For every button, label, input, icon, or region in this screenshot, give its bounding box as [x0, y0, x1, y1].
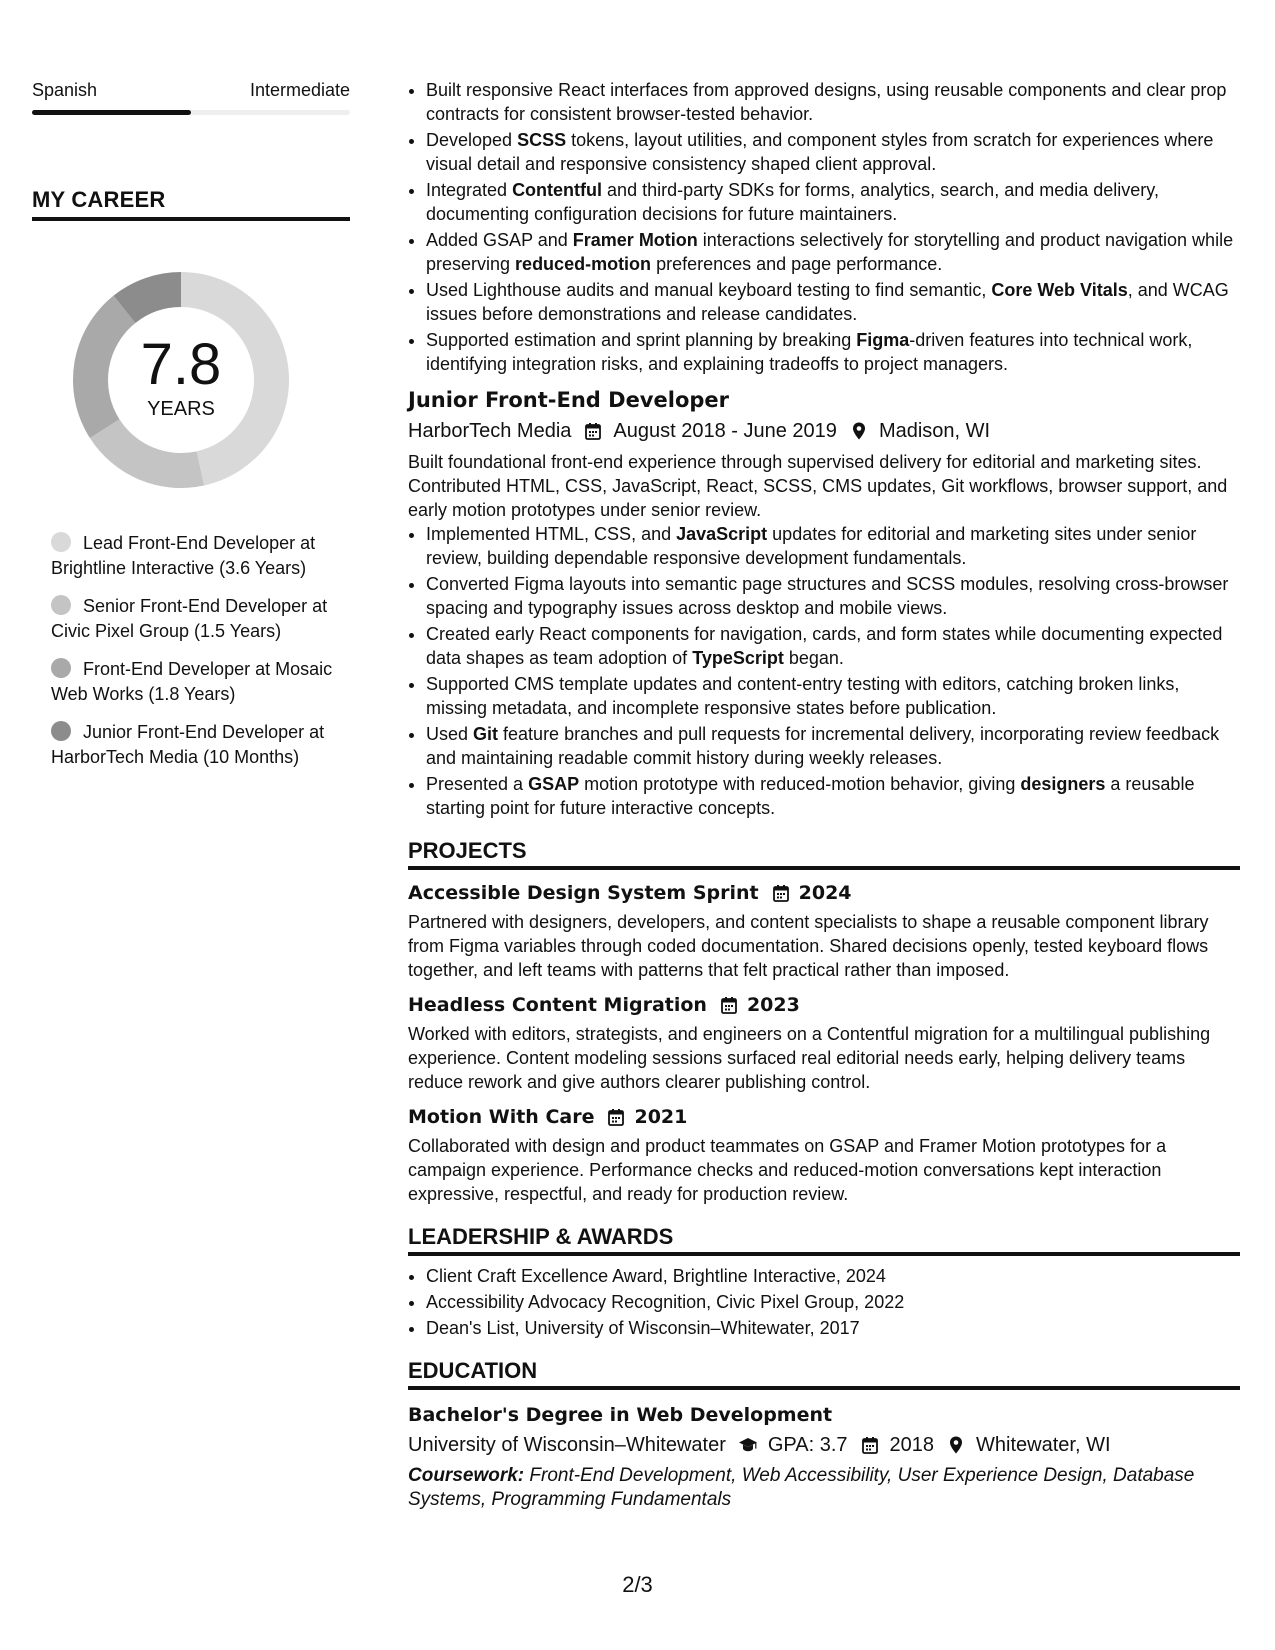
leadership-item: • Dean's List, University of Wisconsin–Whitewater, 2017	[426, 1316, 1240, 1340]
job-summary: Built foundational front-end experience through supervised delivery for editorial and marketing sites. Contributed HTML, CSS, JavaScript, React, SCSS, CMS updates, Git workflows, browser support, and early motion prototypes under senior review.	[408, 452, 1228, 520]
job-bullets	[408, 522, 1240, 820]
education-coursework	[408, 1464, 1240, 1512]
map-pin-icon	[849, 421, 869, 441]
project-title: Headless Content Migration	[408, 994, 707, 1016]
calendar-icon	[583, 421, 603, 441]
education-degree: Bachelor's Degree in Web Development	[408, 1404, 833, 1426]
bullet-item: • Supported estimation and sprint planning by breaking Figma-driven features into technical work, identifying integration risks, and explaining tradeoffs to project managers.	[426, 328, 1240, 376]
legend-label: Junior Front-End Developer at HarborTech Media (10 Months)	[51, 722, 325, 767]
language-proficiency-bar	[32, 110, 350, 115]
project-description: Worked with editors, strategists, and engineers on a Contentful migration for a multilingual publishing experience. Content modeling sessions surfaced real editorial needs early, helping delivery teams reduce rework and give authors clearer publishing control.	[408, 1024, 1211, 1092]
education-gpa: GPA: 3.7	[767, 1434, 848, 1456]
project-year: 2024	[798, 882, 852, 904]
career-total	[66, 265, 296, 421]
calendar-icon	[606, 1107, 626, 1127]
education-meta	[408, 1430, 1240, 1460]
project-title: Accessible Design System Sprint	[408, 882, 759, 904]
project-item	[408, 880, 1240, 982]
leadership-item: • Client Craft Excellence Award, Brightline Interactive, 2024	[426, 1264, 1240, 1288]
language-row	[32, 78, 350, 102]
leadership-heading: LEADERSHIP & AWARDS	[408, 1224, 1240, 1256]
donut-segment	[90, 419, 204, 488]
bullet-item: • Created early React components for navigation, cards, and form states while documenting expected data shapes as team adoption of TypeScript began.	[426, 622, 1240, 670]
legend-label: Lead Front-End Developer at Brightline Interactive (3.6 Years)	[51, 533, 316, 578]
calendar-icon	[771, 883, 791, 903]
education-year: 2018	[889, 1434, 935, 1456]
project-description: Partnered with designers, developers, and content specialists to shape a reusable component library from Figma variables through coded documentation. Shared decisions openly, tested keyboard flows together, and left teams with patterns that felt practical rather than imposed.	[408, 912, 1209, 980]
project-title-row	[408, 992, 1240, 1018]
legend-dot	[51, 658, 71, 678]
language-name: Spanish	[32, 80, 98, 100]
language-level: Intermediate	[249, 80, 350, 100]
project-year: 2023	[746, 994, 800, 1016]
legend-label: Senior Front-End Developer at Civic Pixel Group (1.5 Years)	[51, 596, 328, 641]
career-total-unit: YEARS	[147, 398, 215, 420]
education-school: University of Wisconsin–Whitewater	[408, 1434, 726, 1456]
bullet-item: • Implemented HTML, CSS, and JavaScript updates for editorial and marketing sites under senior review, building dependable responsive development fundamentals.	[426, 522, 1240, 570]
job-title: Junior Front-End Developer	[408, 388, 729, 412]
career-total-value: 7.8	[140, 332, 222, 397]
bullet-item: • Developed SCSS tokens, layout utilities, and component styles from scratch for experiences where visual detail and responsive consistency shaped client approval.	[426, 128, 1240, 176]
project-title: Motion With Care	[408, 1106, 595, 1128]
calendar-icon	[719, 995, 739, 1015]
bullet-item: • Added GSAP and Framer Motion interactions selectively for storytelling and product navigation while preserving reduced-motion preferences and page performance.	[426, 228, 1240, 276]
education-location: Whitewater, WI	[976, 1434, 1111, 1456]
bullet-item: • Presented a GSAP motion prototype with reduced-motion behavior, giving designers a reusable starting point for future interactive concepts.	[426, 772, 1240, 820]
legend-item	[51, 594, 341, 644]
job-dates: August 2018 - June 2019	[613, 420, 837, 442]
projects-heading: PROJECTS	[408, 838, 1240, 870]
bullet-item: • Converted Figma layouts into semantic page structures and SCSS modules, resolving cross-browser spacing and typography issues across desktop and mobile views.	[426, 572, 1240, 620]
project-description: Collaborated with design and product teammates on GSAP and Framer Motion prototypes for a campaign experience. Performance checks and reduced-motion conversations kept interaction expressive, respectful, and ready for production review.	[408, 1136, 1167, 1204]
bullet-item: • Used Git feature branches and pull requests for incremental delivery, incorporating review feedback and maintaining readable commit history during weekly releases.	[426, 722, 1240, 770]
project-year: 2021	[634, 1106, 688, 1128]
project-item	[408, 992, 1240, 1094]
legend-dot	[51, 595, 71, 615]
coursework-label: Coursework:	[408, 1465, 525, 1486]
sidebar	[32, 78, 350, 783]
career-legend	[32, 531, 350, 770]
map-pin-icon	[946, 1435, 966, 1455]
education-heading: EDUCATION	[408, 1358, 1240, 1390]
graduation-cap-icon	[738, 1435, 758, 1455]
bullet-item: • Integrated Contentful and third-party SDKs for forms, analytics, search, and media delivery, documenting configuration decisions for future maintainers.	[426, 178, 1240, 226]
bullet-item: • Used Lighthouse audits and manual keyboard testing to find semantic, Core Web Vitals, and WCAG issues before demonstrations and release candidates.	[426, 278, 1240, 326]
job-meta	[408, 416, 1240, 446]
main-column	[408, 78, 1240, 1512]
career-donut-chart	[66, 265, 296, 495]
legend-dot	[51, 721, 71, 741]
legend-item	[51, 531, 341, 581]
legend-label: Front-End Developer at Mosaic Web Works (1.8 Years)	[51, 659, 333, 704]
bullet-item: • Supported CMS template updates and content-entry testing with editors, catching broken links, missing metadata, and incomplete responsive states before publication.	[426, 672, 1240, 720]
legend-item	[51, 657, 341, 707]
career-heading: MY CAREER	[32, 187, 350, 221]
legend-dot	[51, 532, 71, 552]
legend-item	[51, 720, 341, 770]
job-company: HarborTech Media	[408, 420, 572, 442]
experience-bullets	[408, 78, 1240, 376]
job-location: Madison, WI	[878, 420, 991, 442]
project-title-row	[408, 1104, 1240, 1130]
leadership-list	[408, 1264, 1240, 1340]
leadership-item: • Accessibility Advocacy Recognition, Civic Pixel Group, 2022	[426, 1290, 1240, 1314]
calendar-icon	[860, 1435, 880, 1455]
coursework-list: Front-End Development, Web Accessibility, User Experience Design, Database Systems, Programming Fundamentals	[408, 1465, 1195, 1510]
language-proficiency-fill	[32, 110, 191, 115]
bullet-item: • Built responsive React interfaces from approved designs, using reusable components and clear prop contracts for consistent browser-tested behavior.	[426, 78, 1240, 126]
project-title-row	[408, 880, 1240, 906]
page-number: 2/3	[622, 1572, 653, 1597]
project-item	[408, 1104, 1240, 1206]
